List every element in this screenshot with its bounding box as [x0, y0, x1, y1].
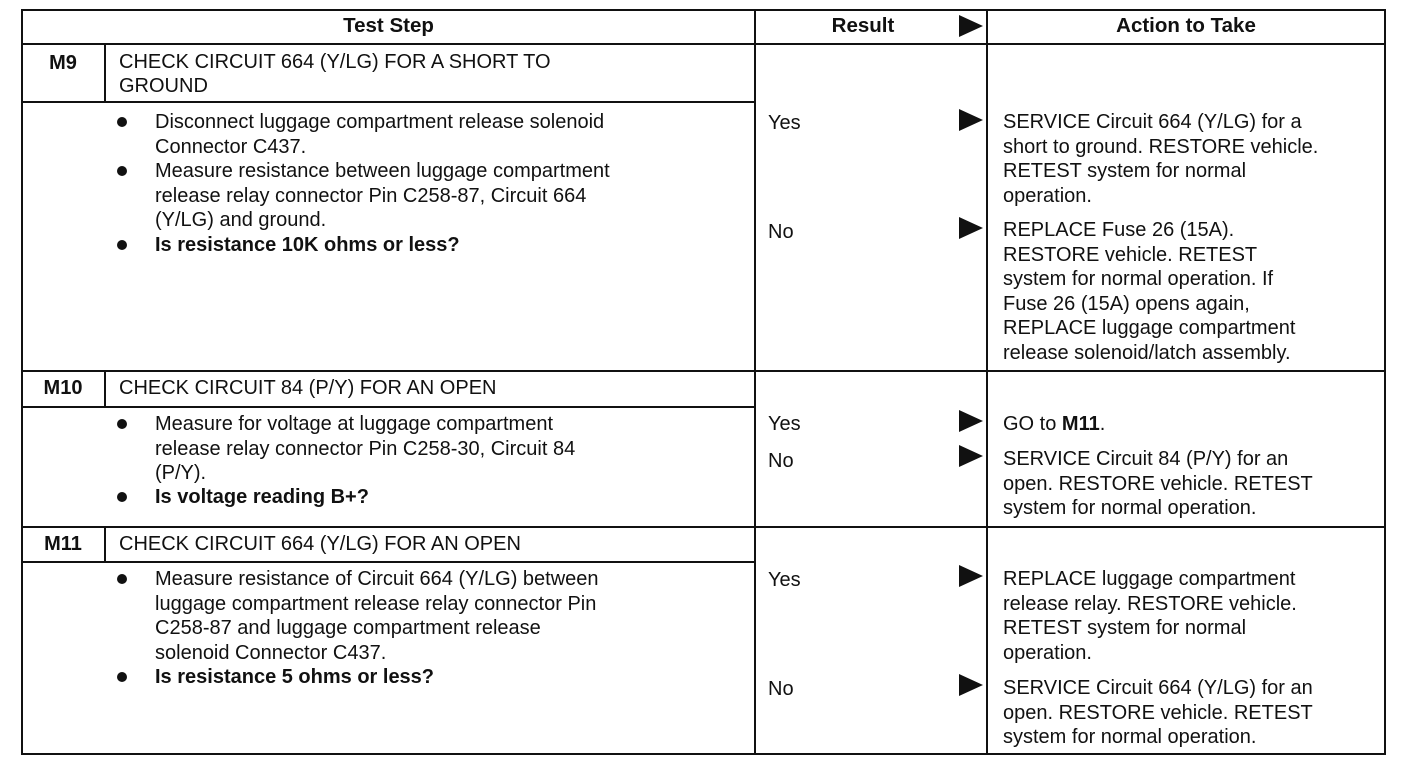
m9-title-divider: [21, 101, 756, 103]
bullet-icon: [117, 672, 127, 682]
arrow-right-icon: [959, 565, 983, 587]
text-line: SERVICE Circuit 84 (P/Y) for an: [1003, 448, 1289, 470]
bullet-icon: [117, 492, 127, 502]
text-line: (Y/LG) and ground.: [155, 209, 327, 231]
text-line: SERVICE Circuit 664 (Y/LG) for an: [1003, 677, 1313, 699]
m10-bullet-1: [155, 412, 575, 486]
action-text: GO to: [1003, 413, 1062, 435]
step-id-m10: M10: [43, 377, 83, 399]
text-line: Connector C437.: [155, 135, 307, 158]
table-border-bottom: [21, 753, 1386, 755]
step-title-line: CHECK CIRCUIT 664 (Y/LG) FOR A SHORT TO: [119, 51, 551, 73]
text-line: luggage compartment release relay connector Pin: [155, 592, 597, 615]
text-line: Is resistance 5 ohms or less?: [155, 666, 435, 688]
step-title-m11: [119, 532, 521, 556]
step-title-m10: [119, 376, 496, 400]
m10-id-divider: [104, 370, 106, 408]
m11-title-divider: [21, 561, 756, 563]
bullet-icon: [117, 419, 127, 429]
column-divider-result: [754, 9, 756, 755]
arrow-right-icon: [959, 410, 983, 432]
step-id-m11: M11: [44, 533, 82, 555]
column-divider-action: [986, 9, 988, 755]
header-result: Result: [831, 14, 895, 37]
m9-id-divider: [104, 43, 106, 103]
bullet-icon: [117, 117, 127, 127]
text-line: operation.: [1003, 184, 1092, 207]
text-line: Is voltage reading B+?: [155, 486, 369, 508]
step-title-line: CHECK CIRCUIT 664 (Y/LG) FOR AN OPEN: [119, 533, 521, 555]
text-line: release relay connector Pin C258-87, Circuit 664: [155, 184, 587, 207]
m9-action-yes: [1003, 110, 1318, 208]
text-line: Measure for voltage at luggage compartment: [155, 413, 553, 435]
m11-action-no: [1003, 676, 1313, 750]
text-line: Measure resistance between luggage compartment: [155, 160, 610, 182]
m11-result-no: No: [768, 678, 794, 700]
text-line: RESTORE vehicle. RETEST: [1003, 243, 1258, 266]
table-border-top: [21, 9, 1386, 11]
step-title-line: GROUND: [119, 75, 208, 97]
m10-question: [155, 485, 369, 510]
m10-title-divider: [21, 406, 756, 408]
text-line: Measure resistance of Circuit 664 (Y/LG) between: [155, 568, 599, 590]
m10-action-yes: [1003, 412, 1105, 437]
text-line: RETEST system for normal: [1003, 160, 1247, 182]
m11-bullet-1: [155, 567, 599, 665]
arrow-right-icon: [959, 109, 983, 131]
bullet-icon: [117, 240, 127, 250]
header-arrow-icon: [959, 15, 983, 37]
m9-bullet-2: [155, 159, 610, 233]
m9-result-no: No: [768, 221, 794, 243]
text-line: RETEST system for normal: [1003, 617, 1247, 639]
row-divider-m11: [21, 526, 1386, 528]
m11-action-yes: [1003, 567, 1297, 665]
m10-result-yes: Yes: [768, 413, 801, 435]
text-line: solenoid Connector C437.: [155, 641, 387, 664]
row-divider-m10: [21, 370, 1386, 372]
text-line: system for normal operation.: [1003, 726, 1257, 748]
text-line: Fuse 26 (15A) opens again,: [1003, 292, 1250, 315]
text-line: Disconnect luggage compartment release solenoid: [155, 111, 605, 133]
m10-result-no: No: [768, 450, 794, 472]
m11-result-yes: Yes: [768, 569, 801, 591]
text-line: release relay. RESTORE vehicle.: [1003, 592, 1297, 615]
text-line: SERVICE Circuit 664 (Y/LG) for a: [1003, 111, 1302, 133]
header-divider: [21, 43, 1386, 45]
text-line: release solenoid/latch assembly.: [1003, 341, 1291, 364]
text-line: short to ground. RESTORE vehicle.: [1003, 135, 1319, 158]
bullet-icon: [117, 166, 127, 176]
step-title-line: CHECK CIRCUIT 84 (P/Y) FOR AN OPEN: [119, 377, 497, 399]
text-line: system for normal operation.: [1003, 497, 1257, 519]
text-line: REPLACE luggage compartment: [1003, 317, 1296, 339]
text-line: operation.: [1003, 641, 1092, 664]
header-test-step: Test Step: [343, 14, 434, 37]
text-line: system for normal operation. If: [1003, 268, 1274, 290]
table-border-right: [1384, 9, 1386, 755]
text-line: C258-87 and luggage compartment release: [155, 617, 541, 639]
arrow-right-icon: [959, 445, 983, 467]
step-title-m9: [119, 50, 551, 98]
m11-id-divider: [104, 526, 106, 563]
text-line: (P/Y).: [155, 462, 207, 484]
step-id-m9: M9: [49, 52, 77, 74]
header-action: Action to Take: [1116, 14, 1256, 37]
m10-action-no: [1003, 447, 1313, 521]
arrow-right-icon: [959, 217, 983, 239]
m9-question: [155, 233, 460, 258]
text-line: open. RESTORE vehicle. RETEST: [1003, 701, 1313, 724]
text-line: release relay connector Pin C258-30, Circuit 84: [155, 437, 576, 460]
text-line: open. RESTORE vehicle. RETEST: [1003, 472, 1313, 495]
m9-action-no: [1003, 218, 1295, 365]
action-text: .: [1099, 413, 1106, 435]
m11-question: [155, 665, 434, 690]
step-reference: M11: [1061, 413, 1100, 435]
text-line: REPLACE luggage compartment: [1003, 568, 1296, 590]
m9-bullet-1: [155, 110, 604, 159]
text-line: Is resistance 10K ohms or less?: [155, 234, 460, 256]
arrow-right-icon: [959, 674, 983, 696]
m9-result-yes: Yes: [768, 112, 801, 134]
text-line: REPLACE Fuse 26 (15A).: [1003, 219, 1235, 241]
bullet-icon: [117, 574, 127, 584]
